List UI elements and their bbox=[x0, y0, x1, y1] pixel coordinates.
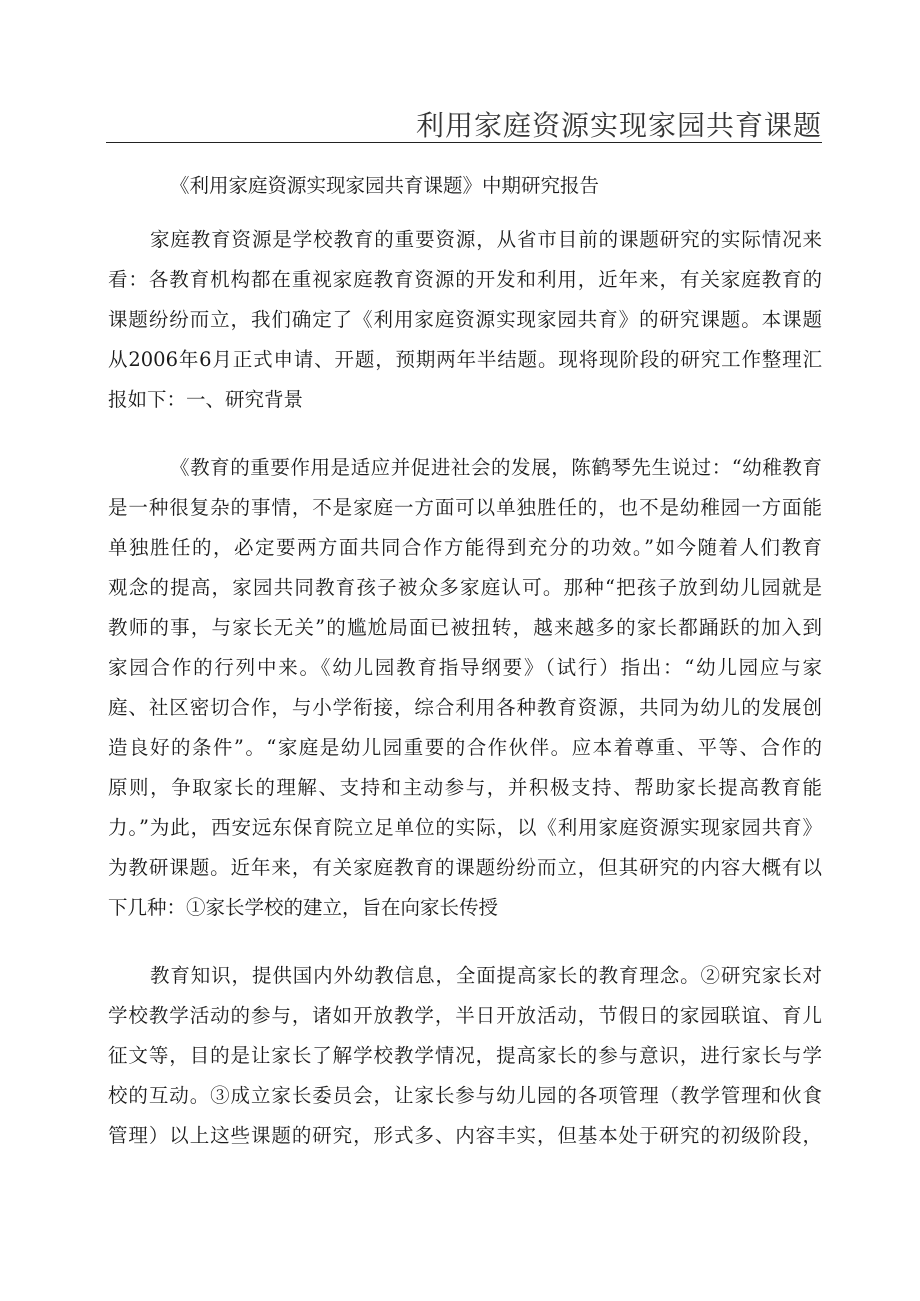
paragraph-2-line: 是一种很复杂的事情，不是家庭一方面可以单独胜任的，也不是幼稚园一方面能 bbox=[108, 496, 822, 519]
paragraph-2-line: 教师的事，与家长无关”的尴尬局面已被扭转，越来越多的家长都踊跃的加入到 bbox=[108, 616, 822, 639]
paragraph-2-line: 家园合作的行列中来。《幼儿园教育指导纲要》（试行）指出：“幼儿园应与家 bbox=[108, 656, 822, 679]
paragraph-2-line: 为教研课题。近年来，有关家庭教育的课题纷纷而立，但其研究的内容大概有以 bbox=[108, 856, 822, 879]
paragraph-1-line: 看：各教育机构都在重视家庭教育资源的开发和利用，近年来，有关家庭教育的 bbox=[108, 268, 822, 291]
paragraph-3-line: 校的互动。③成立家长委员会，让家长参与幼儿园的各项管理（教学管理和伙食 bbox=[108, 1084, 822, 1107]
paragraph-3-line: 征文等，目的是让家长了解学校教学情况，提高家长的参与意识，进行家长与学 bbox=[108, 1044, 822, 1067]
paragraph-1-line: 从2006年6月正式申请、开题，预期两年半结题。现将现阶段的研究工作整理汇 bbox=[108, 348, 822, 371]
paragraph-1-line: 课题纷纷而立，我们确定了《利用家庭资源实现家园共育》的研究课题。本课题 bbox=[108, 308, 822, 331]
paragraph-2-line: 庭、社区密切合作，与小学衔接，综合利用各种教育资源，共同为幼儿的发展创 bbox=[108, 696, 822, 719]
paragraph-1-line: 报如下：一、研究背景 bbox=[108, 388, 304, 411]
paragraph-3-line: 管理）以上这些课题的研究，形式多、内容丰实，但基本处于研究的初级阶段， bbox=[108, 1124, 822, 1147]
paragraph-2-line: 观念的提高，家园共同教育孩子被众多家庭认可。那种“把孩子放到幼儿园就是 bbox=[108, 576, 822, 599]
paragraph-2-line: 力。”为此，西安远东保育院立足单位的实际，以《利用家庭资源实现家园共育》 bbox=[108, 816, 822, 839]
report-subtitle: 《利用家庭资源实现家园共育课题》中期研究报告 bbox=[170, 174, 600, 197]
header-divider bbox=[106, 142, 822, 143]
paragraph-2-line: 原则，争取家长的理解、支持和主动参与，并积极支持、帮助家长提高教育能 bbox=[108, 776, 822, 799]
paragraph-2-line: 造良好的条件”。“家庭是幼儿园重要的合作伙伴。应本着尊重、平等、合作的 bbox=[108, 736, 822, 759]
document-header-title: 利用家庭资源实现家园共育课题 bbox=[415, 109, 822, 142]
paragraph-2-line: 单独胜任的，必定要两方面共同合作方能得到充分的功效。”如今随着人们教育 bbox=[108, 536, 822, 559]
paragraph-2-line: 《教育的重要作用是适应并促进社会的发展，陈鹤琴先生说过：“幼稚教育 bbox=[170, 456, 822, 479]
paragraph-3-line: 学校教学活动的参与，诸如开放教学，半日开放活动，节假日的家园联谊、育儿 bbox=[108, 1004, 822, 1027]
paragraph-3-line: 教育知识，提供国内外幼教信息，全面提高家长的教育理念。②研究家长对 bbox=[150, 964, 822, 987]
paragraph-2-line: 下几种：①家长学校的建立，旨在向家长传授 bbox=[108, 896, 499, 919]
paragraph-1-line: 家庭教育资源是学校教育的重要资源，从省市目前的课题研究的实际情况来 bbox=[150, 228, 822, 251]
